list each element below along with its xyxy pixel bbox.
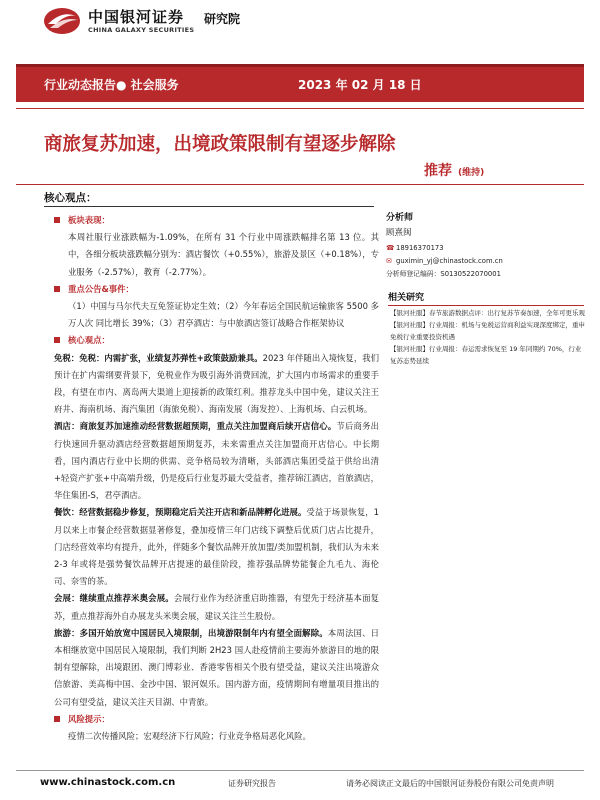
paragraph-body: 会展行业作为经济重启助推器，有望先于经济基本面复苏，重点推荐海外自办展龙头米奥会展，建议关注兰生股份。 bbox=[54, 593, 380, 621]
footer-rule bbox=[16, 770, 584, 771]
paragraph-body: 本周法国、日本相继放宽中国居民入境限制，我们判断 2H23 国人赴疫情前主要海外旅游目的地的限制有望解除，出境跟团、澳门博彩业、香港零售相关个股有望受益，建议关注出境游众信旅游、美高梅中国、金沙中国、银河娱乐。国内游方面，疫情期间有增量项目推出的公司有望受益，建议关注天目湖、中青旅。 bbox=[54, 627, 380, 707]
paragraph-lead: 餐饮：经营数据稳步修复，预期稳定后关注开店和新品牌孵化进展。 bbox=[54, 507, 307, 518]
section-text: 本周社服行业涨跌幅为-1.09%，在所有 31 个行业中周涨跌幅排名第 13 位。其中，各细分板块涨跌幅分别为：酒店餐饮（+0.55%），旅游及景区（+0.18%），专业服务（-2.57%），教育（-2.77%）。 bbox=[68, 232, 379, 277]
bullet-square-icon bbox=[54, 337, 60, 343]
related-heading: 相关研究 bbox=[388, 293, 425, 303]
related-item[interactable]: 【银河社服】行业周报：机场与免税运营商利益实现深度绑定，重申免税行业重要投资机遇 bbox=[390, 321, 585, 341]
core-paragraph-catering bbox=[54, 504, 379, 590]
report-date: 2023 年 02 月 18 日 bbox=[298, 78, 422, 92]
email-icon: ✉ bbox=[386, 257, 392, 265]
analyst-email[interactable]: guximin_yj@chinastock.com.cn bbox=[396, 257, 503, 265]
core-paragraph-dutyfree bbox=[54, 350, 379, 419]
brand-name-en: CHINA GALAXY SECURITIES bbox=[88, 26, 195, 34]
bullet-square-icon bbox=[54, 286, 60, 292]
related-list bbox=[390, 307, 586, 367]
analyst-phone: 18916370173 bbox=[396, 244, 444, 252]
related-rule bbox=[388, 305, 584, 306]
banner-stripe bbox=[16, 64, 584, 67]
bullet-square-icon bbox=[54, 217, 60, 223]
brand-name-cn: 中国银河证券 bbox=[88, 8, 185, 26]
analyst-cert: 分析师登记编码：S0130522070001 bbox=[386, 270, 501, 278]
section-heading: 板块表现： bbox=[68, 215, 110, 225]
analyst-heading: 分析师 bbox=[386, 213, 414, 223]
paragraph-lead: 旅游：多国开始放宽中国居民入境限制，出境游限制年内有望全面解除。 bbox=[54, 627, 328, 638]
section-news bbox=[54, 281, 379, 333]
phone-icon: ☎ bbox=[386, 244, 395, 252]
section-heading: 风险提示： bbox=[68, 713, 110, 724]
bullet-square-icon bbox=[54, 716, 60, 722]
paragraph-body: 受益于场景恢复，1 月以来上市餐企经营数据显著修复，叠加疫情三年门店线下调整后优质门店占比提升，门店经营效率均有提升，此外，伴随多个餐饮品牌开放加盟/类加盟机制，我们认为未来 2-3 年或将是强势餐饮品牌开店提速的最佳阶段，推荐强品牌势能餐企九毛九、海伦司、奈雪的茶。 bbox=[54, 507, 380, 587]
footer-url[interactable]: www.chinastock.com.cn bbox=[40, 777, 176, 788]
paragraph-lead: 会展：继续重点推荐米奥会展。 bbox=[54, 593, 174, 604]
related-item[interactable]: 【银河社服】春节旅游数据点评：出行复苏节奏加速，全年可更乐观 bbox=[390, 309, 585, 317]
core-paragraph-tourism bbox=[54, 625, 379, 711]
rating-label: 推荐 bbox=[424, 163, 452, 179]
core-paragraph-hotel bbox=[54, 418, 379, 504]
section-text: 疫情二次传播风险；宏观经济下行风险；行业竞争格局恶化风险。 bbox=[68, 731, 311, 742]
report-title: 商旅复苏加速，出境政策限制有望逐步解除 bbox=[44, 134, 396, 155]
paragraph-body: 节后商务出行快速回升驱动酒店经营数据超预期复苏，未来需重点关注加盟商开店信心。中长期看，国内酒店行业中长期的供需、竞争格局较为清晰，头部酒店集团受益于供给出清+轻资产扩张+中高端升级，仍是疫后行业复苏最大受益者，推荐锦江酒店，首旅酒店，华住集团-S，君亭酒店。 bbox=[54, 421, 380, 501]
section-market bbox=[54, 212, 379, 281]
analyst-name: 顾熹闽 bbox=[386, 228, 412, 238]
paragraph-lead: 酒店：商旅复苏加速推动经营数据超预期，重点关注加盟商后续开店信心。 bbox=[54, 421, 337, 432]
report-type: 行业动态报告● 社会服务 bbox=[44, 78, 179, 92]
section-risk bbox=[54, 711, 379, 745]
section-core bbox=[54, 332, 379, 349]
title-rule bbox=[16, 184, 584, 185]
analyst-contact bbox=[386, 242, 582, 281]
section-heading: 重点公告&事件： bbox=[68, 283, 134, 294]
section-heading: 核心观点： bbox=[68, 335, 110, 346]
related-item[interactable]: 【银河社服】行业周报：春运需求恢复至 19 年同期约 70%，行业复苏态势延续 bbox=[390, 345, 582, 365]
footer-label: 证券研究报告 bbox=[228, 779, 276, 788]
core-paragraph-exhibition bbox=[54, 590, 379, 624]
header-rule bbox=[16, 108, 584, 109]
key-points-rule bbox=[44, 206, 374, 207]
institute-label: 研究院 bbox=[204, 12, 241, 26]
main-column bbox=[54, 212, 379, 745]
galaxy-logo bbox=[42, 6, 82, 36]
rating-sub: (维持) bbox=[458, 168, 485, 178]
footer-disclaimer: 请务必阅读正文最后的中国银河证券股份有限公司免责声明 bbox=[346, 779, 554, 788]
key-points-label: 核心观点： bbox=[44, 192, 97, 204]
paragraph-body: 2023 年伴随出入境恢复，我们预计在扩内需纲要背景下，免税业作为吸引海外消费回流，扩大国内市场需求的重要手段，有望在市内、离岛两大渠道上迎接新的政策红利。推荐龙头中国中免，建议关注王府井、海南机场、海汽集团（海旅免税）、海南发展（海发控）、上海机场、白云机场。 bbox=[54, 352, 379, 415]
paragraph-lead: 免税：免税：内需扩张，业绩复苏弹性+政策鼓励兼具。 bbox=[54, 352, 263, 363]
section-text: （1）中国与马尔代夫互免签证协定生效；（2）今年春运全国民航运输旅客 5500 多万人次 同比增长 39%；（3）君亭酒店：与中旅酒店签订战略合作框架协议 bbox=[68, 301, 379, 329]
